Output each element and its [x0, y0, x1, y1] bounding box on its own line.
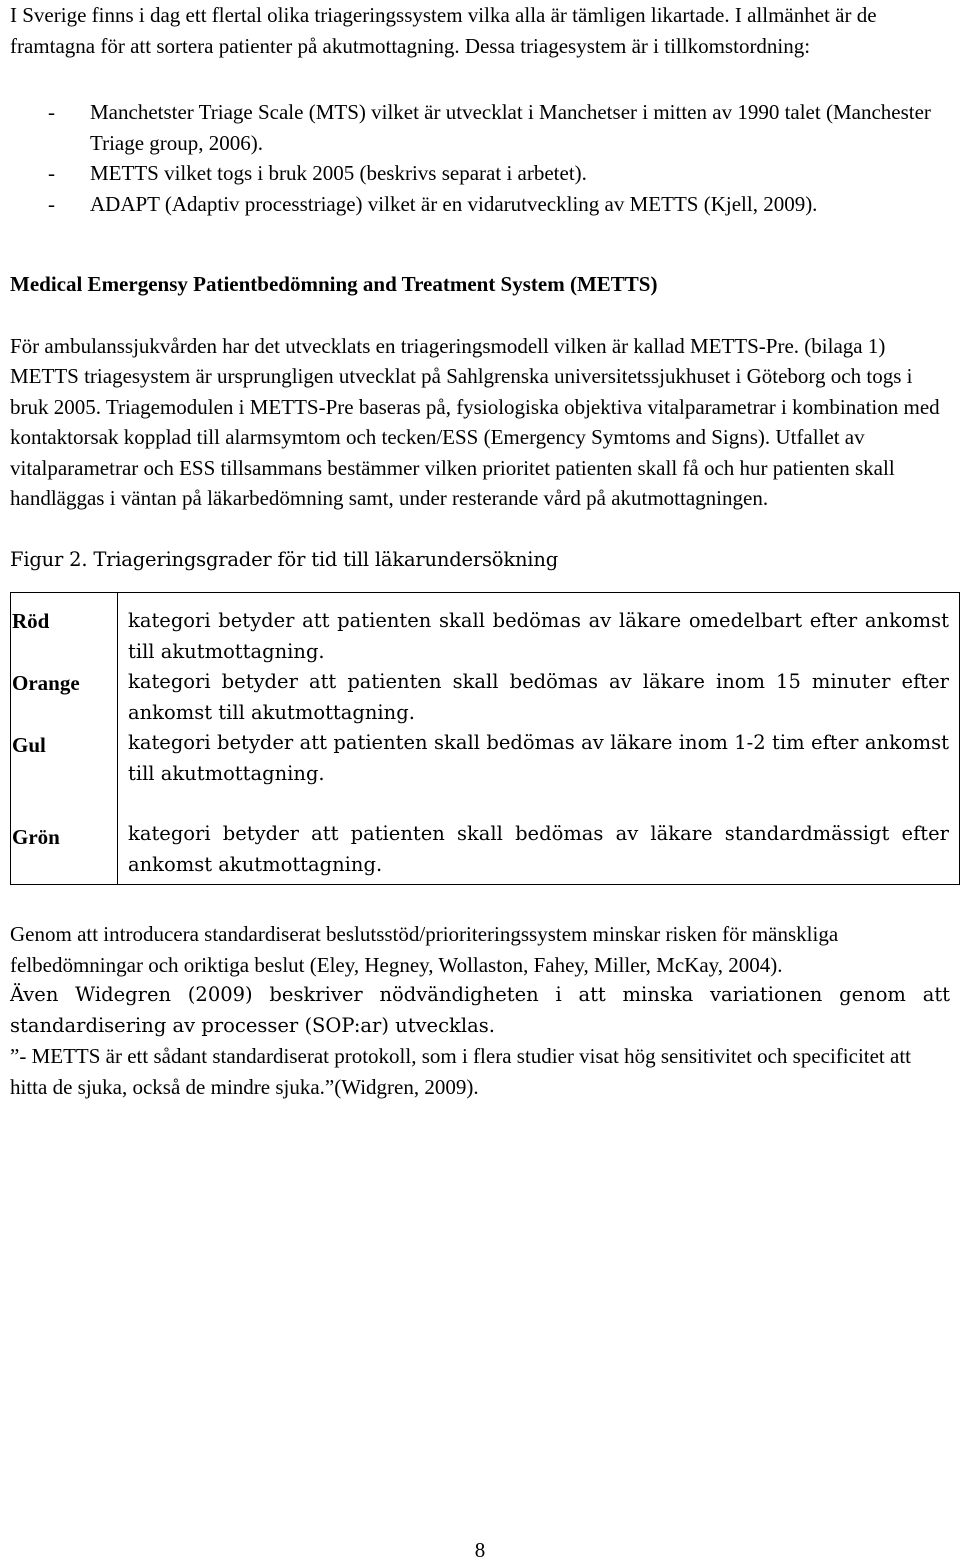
category-green: Grön: [12, 825, 60, 849]
intro-paragraph: I Sverige finns i dag ett flertal olika triageringssystem vilka alla är tämligen likartade. I allmänhet är de framtagna för att sortera patienter på akutmottagning. Dessa triagesystem är i tillkomstordning:: [10, 3, 877, 58]
list-item: [10, 97, 950, 158]
category-orange: Orange: [12, 671, 80, 695]
description-green: kategori betyder att patienten skall bedömas av läkare standardmässigt efter ankomst akutmottagning.: [128, 822, 949, 876]
list-item: [10, 189, 950, 220]
closing-paragraph-1: Genom att introducera standardiserat beslutsstöd/prioriteringssystem minskar risken för mänskliga felbedömningar och oriktiga beslut (Eley, Hegney, Wollaston, Fahey, Miller, McKay, 2004).: [10, 922, 839, 977]
list-dash: -: [48, 161, 55, 185]
category-yellow: Gul: [12, 733, 46, 757]
closing-paragraph-2: Även Widegren (2009) beskriver nödvändigheten i att minska variationen genom att standardisering av processer (SOP:ar) utvecklas.: [10, 983, 950, 1037]
list-dash: -: [48, 191, 55, 216]
section-heading: Medical Emergensy Patientbedömning and Treatment System (METTS): [10, 272, 658, 296]
list-item-text: METTS vilket togs i bruk 2005 (beskrivs separat i arbetet).: [90, 161, 587, 185]
table-row: [11, 593, 960, 885]
category-red: Röd: [12, 609, 50, 633]
list-dash: -: [48, 100, 55, 124]
section-body: För ambulanssjukvården har det utvecklats en triageringsmodell vilken är kallad METTS-Pre. (bilaga 1) METTS triagesystem är ursprungligen utvecklat på Sahlgrenska universitetssjukhuset i Göteborg och togs i bruk 2005. Triagemodulen i METTS-Pre baseras på, fysiologiska objektiva vitalparametrar i kombination med kontaktorsak kopplad till alarmsymtom och tecken/ESS (Emergency Symtoms and Signs). Utfallet av vitalparametrar och ESS tillsammans bestämmer vilken prioritet patienten skall få och hur patienten skall handläggas i väntan på läkarbedömning samt, under resterande vård på akutmottagningen.: [10, 333, 940, 510]
list-item: [10, 158, 950, 189]
document-page: [10, 0, 950, 1102]
closing-paragraph-3: ”- METTS är ett sådant standardiserat protokoll, som i flera studier visat hög sensitivitet och specificitet att hitta de sjuka, också de mindre sjuka.”(Widgren, 2009).: [10, 1044, 912, 1099]
list-item-text: Manchetster Triage Scale (MTS) vilket är utvecklat i Manchetser i mitten av 1990 talet (Manchester Triage group, 2006).: [90, 100, 931, 155]
list-item-text: ADAPT (Adaptiv processtriage) vilket är en vidarutveckling av METTS (Kjell, 2009).: [90, 191, 818, 216]
triage-table: [10, 592, 960, 885]
triage-systems-list: [10, 97, 950, 219]
page-number: 8: [474, 1538, 486, 1562]
figure-caption: Figur 2. Triageringsgrader för tid till läkarundersökning: [10, 547, 558, 571]
description-red: kategori betyder att patienten skall bedömas av läkare omedelbart efter ankomst till akutmottagning.: [128, 609, 949, 663]
description-yellow: kategori betyder att patienten skall bedömas av läkare inom 1-2 tim efter ankomst till akutmottagning.: [128, 731, 949, 785]
description-orange: kategori betyder att patienten skall bedömas av läkare inom 15 minuter efter ankomst till akutmottagning.: [128, 670, 949, 724]
category-column: [11, 593, 118, 885]
description-column: [118, 593, 960, 885]
